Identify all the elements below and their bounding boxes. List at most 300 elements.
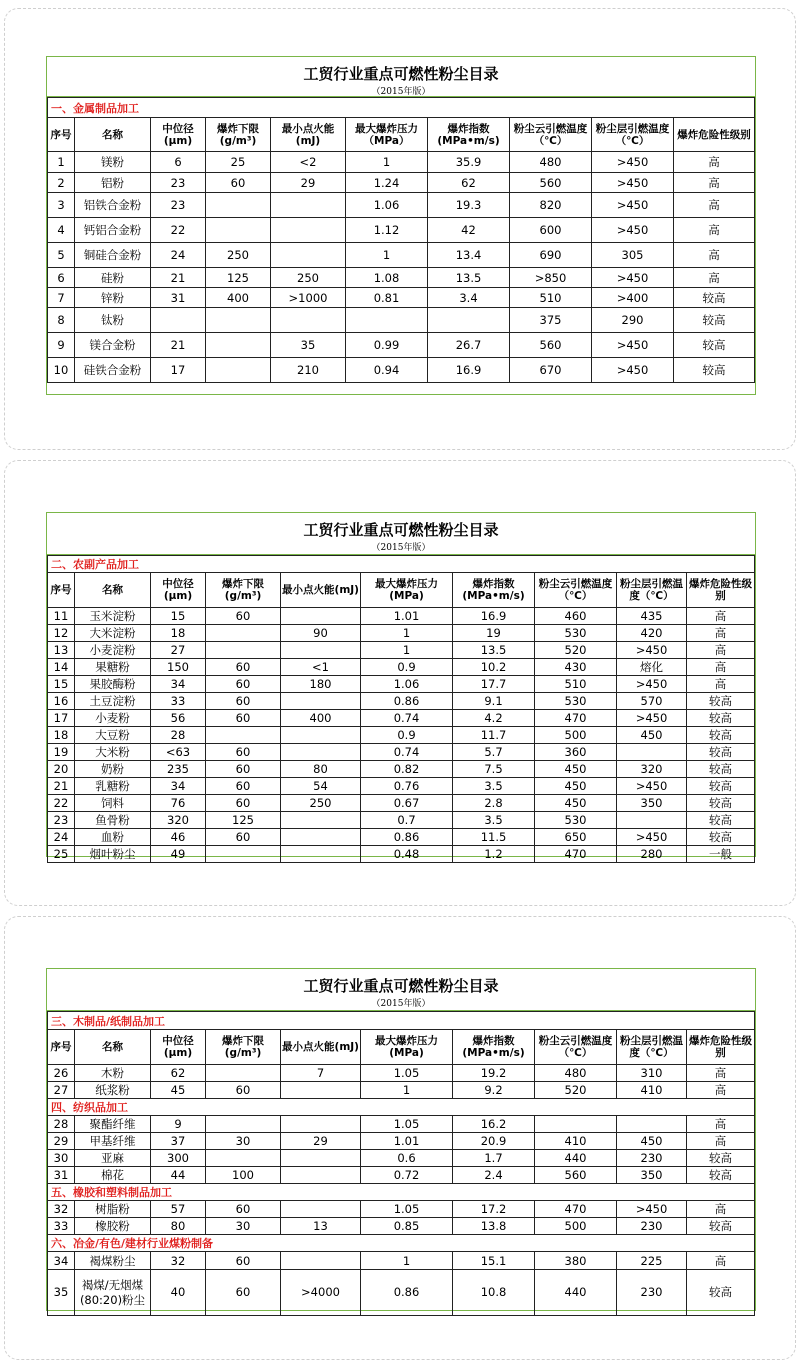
median-diameter-cell [151,308,206,333]
doc-subtitle: （2015年版） [371,999,431,1009]
cloud-ignition-temp-cell: 530 [535,812,617,829]
median-diameter-cell: 300 [151,1150,206,1167]
median-diameter-cell: 150 [151,659,206,676]
max-explosion-pressure-cell: 1.01 [361,1133,453,1150]
section-row [48,1099,755,1116]
cloud-ignition-temp-cell: 480 [535,1065,617,1082]
explosion-index-cell: 26.7 [428,333,510,358]
table-row [48,744,755,761]
min-ignition-energy-cell: 13 [281,1218,361,1235]
max-explosion-pressure-cell: 0.82 [361,761,453,778]
explosion-index-cell: 2.8 [453,795,535,812]
explosion-lower-limit-cell: 60 [206,744,281,761]
hazard-level-cell: 高 [687,659,755,676]
explosion-lower-limit-cell: 60 [206,1270,281,1316]
column-header-min-ignition-energy: 最小点火能(mJ) [281,573,361,608]
explosion-lower-limit-cell: 60 [206,761,281,778]
dust-table-3 [47,1011,755,1316]
row-number-cell: 32 [48,1201,75,1218]
row-number-cell: 9 [48,333,75,358]
max-explosion-pressure-cell: 1 [361,1252,453,1270]
column-header-hazard-level: 爆炸危险性级别 [674,118,755,152]
layer-ignition-temp-cell: 280 [617,846,687,863]
explosion-index-cell: 16.9 [453,608,535,625]
cloud-ignition-temp-cell: 410 [535,1133,617,1150]
explosion-lower-limit-cell: 60 [206,778,281,795]
layer-ignition-temp-cell: >450 [617,676,687,693]
explosion-lower-limit-cell: 60 [206,608,281,625]
explosion-index-cell: 1.7 [453,1150,535,1167]
min-ignition-energy-cell [281,846,361,863]
explosion-lower-limit-cell [206,358,271,383]
min-ignition-energy-cell: 400 [281,710,361,727]
max-explosion-pressure-cell: 1 [361,625,453,642]
min-ignition-energy-cell: 250 [281,795,361,812]
cloud-ignition-temp-cell: 520 [535,1082,617,1099]
hazard-level-cell: 较高 [687,812,755,829]
section-title: 三、木制品/纸制品加工 [48,1012,755,1030]
max-explosion-pressure-cell: 0.76 [361,778,453,795]
column-header-row-number: 序号 [48,573,75,608]
layer-ignition-temp-cell: >400 [592,288,674,308]
hazard-level-cell: 高 [687,642,755,659]
column-header-median-diameter: 中位径(μm) [151,118,206,152]
explosion-index-cell: 1.2 [453,846,535,863]
column-header-row-number: 序号 [48,1030,75,1065]
column-header-min-ignition-energy: 最小点火能(mJ) [271,118,346,152]
layer-ignition-temp-cell: >450 [617,829,687,846]
hazard-level-cell: 高 [687,1065,755,1082]
hazard-level-cell: 高 [687,608,755,625]
hazard-level-cell: 高 [674,243,755,268]
min-ignition-energy-cell: 210 [271,358,346,383]
cloud-ignition-temp-cell: 450 [535,795,617,812]
explosion-lower-limit-cell [206,308,271,333]
explosion-lower-limit-cell: 60 [206,1201,281,1218]
explosion-index-cell: 17.7 [453,676,535,693]
explosion-index-cell: 62 [428,173,510,193]
column-header-hazard-level: 爆炸危险性级别 [687,573,755,608]
table-row [48,1167,755,1184]
layer-ignition-temp-cell: >450 [592,173,674,193]
median-diameter-cell: 62 [151,1065,206,1082]
section-row [48,98,755,118]
row-number-cell: 11 [48,608,75,625]
explosion-index-cell: 4.2 [453,710,535,727]
table-row [48,1065,755,1082]
catalog-header [47,57,755,97]
min-ignition-energy-cell: 250 [271,268,346,288]
max-explosion-pressure-cell: 1.08 [346,268,428,288]
dust-name-cell: 钙铝合金粉 [75,218,151,243]
explosion-lower-limit-cell [206,1150,281,1167]
min-ignition-energy-cell: 80 [281,761,361,778]
layer-ignition-temp-cell: 225 [617,1252,687,1270]
table-row [48,727,755,744]
row-number-cell: 34 [48,1252,75,1270]
dust-name-cell: 小麦淀粉 [75,642,151,659]
hazard-level-cell: 较高 [687,744,755,761]
dust-name-cell: 纸浆粉 [75,1082,151,1099]
dust-name-cell: 大米粉 [75,744,151,761]
column-header-layer-ignition-temp: 粉尘层引燃温度（℃） [617,573,687,608]
cloud-ignition-temp-cell: 360 [535,744,617,761]
table-row [48,642,755,659]
dust-name-cell: 硅粉 [75,268,151,288]
column-header-min-ignition-energy: 最小点火能(mJ) [281,1030,361,1065]
min-ignition-energy-cell [271,243,346,268]
max-explosion-pressure-cell: 0.94 [346,358,428,383]
row-number-cell: 29 [48,1133,75,1150]
dust-name-cell: 褐煤粉尘 [75,1252,151,1270]
table-row [48,1201,755,1218]
median-diameter-cell: 23 [151,173,206,193]
section-title: 六、冶金/有色/建材行业煤粉制备 [48,1235,755,1252]
table-row [48,693,755,710]
column-header-hazard-level: 爆炸危险性级别 [687,1030,755,1065]
median-diameter-cell: 32 [151,1252,206,1270]
row-number-cell: 30 [48,1150,75,1167]
dust-name-cell: 硅铁合金粉 [75,358,151,383]
max-explosion-pressure-cell: 1 [346,243,428,268]
hazard-level-cell: 一般 [687,846,755,863]
section-row [48,556,755,573]
column-header-explosion-lower-limit: 爆炸下限(g/m³) [206,1030,281,1065]
max-explosion-pressure-cell: 1.06 [346,193,428,218]
explosion-index-cell: 11.5 [453,829,535,846]
table-row [48,812,755,829]
hazard-level-cell: 较高 [674,333,755,358]
section-row [48,1184,755,1201]
column-header-max-explosion-pressure: 最大爆炸压力(MPa) [361,1030,453,1065]
explosion-lower-limit-cell [206,727,281,744]
cloud-ignition-temp-cell: 650 [535,829,617,846]
explosion-lower-limit-cell: 30 [206,1218,281,1235]
row-number-cell: 6 [48,268,75,288]
layer-ignition-temp-cell: 290 [592,308,674,333]
dust-name-cell: 亚麻 [75,1150,151,1167]
column-header-layer-ignition-temp: 粉尘层引燃温度（℃） [617,1030,687,1065]
catalog-card-2 [46,512,756,861]
cloud-ignition-temp-cell: 480 [510,152,592,173]
column-header-explosion-lower-limit: 爆炸下限(g/m³) [206,573,281,608]
median-diameter-cell: 22 [151,218,206,243]
row-number-cell: 3 [48,193,75,218]
table-row [48,1252,755,1270]
column-header-median-diameter: 中位径(μm) [151,1030,206,1065]
column-header-max-explosion-pressure: 最大爆炸压力(MPa) [361,573,453,608]
catalog-card-3 [46,968,756,1311]
cloud-ignition-temp-cell: 470 [535,710,617,727]
table-row [48,710,755,727]
explosion-index-cell: 3.4 [428,288,510,308]
explosion-index-cell: 17.2 [453,1201,535,1218]
explosion-index-cell: 35.9 [428,152,510,173]
explosion-index-cell [428,308,510,333]
max-explosion-pressure-cell: 0.74 [361,710,453,727]
max-explosion-pressure-cell: 1 [361,1082,453,1099]
median-diameter-cell: 15 [151,608,206,625]
layer-ignition-temp-cell: >450 [617,642,687,659]
median-diameter-cell: 17 [151,358,206,383]
min-ignition-energy-cell: 7 [281,1065,361,1082]
max-explosion-pressure-cell: 0.7 [361,812,453,829]
dust-name-cell: 玉米淀粉 [75,608,151,625]
median-diameter-cell: 46 [151,829,206,846]
max-explosion-pressure-cell: 0.9 [361,659,453,676]
median-diameter-cell: 56 [151,710,206,727]
dust-table-2 [47,555,755,863]
explosion-index-cell: 10.8 [453,1270,535,1316]
explosion-index-cell: 16.2 [453,1116,535,1133]
doc-title: 工贸行业重点可燃性粉尘目录 [303,977,499,995]
median-diameter-cell: 9 [151,1116,206,1133]
layer-ignition-temp-cell [617,812,687,829]
doc-title: 工贸行业重点可燃性粉尘目录 [303,65,499,83]
layer-ignition-temp-cell [617,744,687,761]
hazard-level-cell: 高 [687,1133,755,1150]
row-number-cell: 25 [48,846,75,863]
hazard-level-cell: 高 [674,268,755,288]
hazard-level-cell: 较高 [687,727,755,744]
explosion-lower-limit-cell [206,333,271,358]
median-diameter-cell: 37 [151,1133,206,1150]
explosion-lower-limit-cell: 60 [206,173,271,193]
dust-name-cell: 果胶酶粉 [75,676,151,693]
section-title: 二、农副产品加工 [48,556,755,573]
max-explosion-pressure-cell: 0.72 [361,1167,453,1184]
cloud-ignition-temp-cell: 510 [535,676,617,693]
row-number-cell: 31 [48,1167,75,1184]
max-explosion-pressure-cell: 0.67 [361,795,453,812]
row-number-cell: 13 [48,642,75,659]
cloud-ignition-temp-cell: 500 [535,727,617,744]
min-ignition-energy-cell [271,193,346,218]
cloud-ignition-temp-cell: 520 [535,642,617,659]
explosion-index-cell: 15.1 [453,1252,535,1270]
hazard-level-cell: 高 [687,1082,755,1099]
layer-ignition-temp-cell: 310 [617,1065,687,1082]
layer-ignition-temp-cell: 435 [617,608,687,625]
dust-table-1 [47,97,755,383]
median-diameter-cell: 24 [151,243,206,268]
row-number-cell: 26 [48,1065,75,1082]
max-explosion-pressure-cell: 1.05 [361,1201,453,1218]
max-explosion-pressure-cell: 1.05 [361,1065,453,1082]
layer-ignition-temp-cell [617,1116,687,1133]
cloud-ignition-temp-cell: 450 [535,761,617,778]
layer-ignition-temp-cell: 305 [592,243,674,268]
table-row [48,1133,755,1150]
explosion-index-cell: 3.5 [453,812,535,829]
dust-name-cell: 橡胶粉 [75,1218,151,1235]
cloud-ignition-temp-cell: >850 [510,268,592,288]
column-header-cloud-ignition-temp: 粉尘云引燃温度（℃） [510,118,592,152]
column-header-explosion-index: 爆炸指数(MPa•m/s) [453,573,535,608]
layer-ignition-temp-cell: >450 [617,778,687,795]
dust-name-cell: 鱼骨粉 [75,812,151,829]
explosion-lower-limit-cell: 100 [206,1167,281,1184]
explosion-index-cell: 13.4 [428,243,510,268]
dust-name-cell: 铜硅合金粉 [75,243,151,268]
cloud-ignition-temp-cell: 600 [510,218,592,243]
table-row [48,829,755,846]
median-diameter-cell: 76 [151,795,206,812]
table-row [48,288,755,308]
explosion-index-cell: 13.5 [428,268,510,288]
layer-ignition-temp-cell: 350 [617,795,687,812]
median-diameter-cell: 44 [151,1167,206,1184]
explosion-lower-limit-cell: 60 [206,693,281,710]
row-number-cell: 4 [48,218,75,243]
row-number-cell: 20 [48,761,75,778]
hazard-level-cell: 高 [687,1116,755,1133]
dust-name-cell: 镁合金粉 [75,333,151,358]
row-number-cell: 2 [48,173,75,193]
hazard-level-cell: 较高 [674,288,755,308]
hazard-level-cell: 高 [674,193,755,218]
median-diameter-cell: 40 [151,1270,206,1316]
column-header-explosion-lower-limit: 爆炸下限(g/m³) [206,118,271,152]
median-diameter-cell: 6 [151,152,206,173]
explosion-lower-limit-cell: 60 [206,710,281,727]
median-diameter-cell: 34 [151,676,206,693]
section-row [48,1012,755,1030]
row-number-cell: 24 [48,829,75,846]
median-diameter-cell: 18 [151,625,206,642]
catalog-header [47,969,755,1011]
median-diameter-cell: 27 [151,642,206,659]
row-number-cell: 12 [48,625,75,642]
section-title: 五、橡胶和塑料制品加工 [48,1184,755,1201]
median-diameter-cell: 320 [151,812,206,829]
table-row [48,1116,755,1133]
doc-title: 工贸行业重点可燃性粉尘目录 [303,521,499,539]
explosion-index-cell: 5.7 [453,744,535,761]
hazard-level-cell: 高 [687,676,755,693]
max-explosion-pressure-cell: 0.9 [361,727,453,744]
explosion-index-cell: 19 [453,625,535,642]
explosion-index-cell: 20.9 [453,1133,535,1150]
dust-name-cell: 烟叶粉尘 [75,846,151,863]
dust-name-cell: 大米淀粉 [75,625,151,642]
layer-ignition-temp-cell: >450 [617,1201,687,1218]
column-header-layer-ignition-temp: 粉尘层引燃温度（℃） [592,118,674,152]
min-ignition-energy-cell: 29 [271,173,346,193]
cloud-ignition-temp-cell: 670 [510,358,592,383]
median-diameter-cell: 23 [151,193,206,218]
table-row [48,1218,755,1235]
median-diameter-cell: 49 [151,846,206,863]
explosion-lower-limit-cell: 30 [206,1133,281,1150]
min-ignition-energy-cell [281,1116,361,1133]
explosion-lower-limit-cell: 250 [206,243,271,268]
row-number-cell: 8 [48,308,75,333]
hazard-level-cell: 较高 [687,829,755,846]
explosion-lower-limit-cell [206,193,271,218]
explosion-index-cell: 11.7 [453,727,535,744]
explosion-lower-limit-cell: 60 [206,1252,281,1270]
min-ignition-energy-cell [281,1167,361,1184]
explosion-index-cell: 3.5 [453,778,535,795]
max-explosion-pressure-cell: 1.24 [346,173,428,193]
cloud-ignition-temp-cell: 430 [535,659,617,676]
cloud-ignition-temp-cell: 375 [510,308,592,333]
min-ignition-energy-cell [281,1150,361,1167]
column-header-row-number: 序号 [48,118,75,152]
max-explosion-pressure-cell: 1 [346,152,428,173]
cloud-ignition-temp-cell: 820 [510,193,592,218]
dust-name-cell: 棉花 [75,1167,151,1184]
section-title: 一、金属制品加工 [48,98,755,118]
min-ignition-energy-cell: 29 [281,1133,361,1150]
dust-name-cell: 褐煤/无烟煤(80:20)粉尘 [75,1270,151,1316]
explosion-index-cell: 9.1 [453,693,535,710]
table-row [48,358,755,383]
median-diameter-cell: 31 [151,288,206,308]
layer-ignition-temp-cell: >450 [592,268,674,288]
explosion-lower-limit-cell [206,625,281,642]
doc-subtitle: （2015年版） [371,543,431,553]
median-diameter-cell: 34 [151,778,206,795]
cloud-ignition-temp-cell: 440 [535,1270,617,1316]
row-number-cell: 23 [48,812,75,829]
max-explosion-pressure-cell: 1.06 [361,676,453,693]
hazard-level-cell: 高 [674,173,755,193]
min-ignition-energy-cell: >1000 [271,288,346,308]
table-row [48,659,755,676]
table-row [48,778,755,795]
median-diameter-cell: <63 [151,744,206,761]
min-ignition-energy-cell [281,812,361,829]
table-row [48,173,755,193]
dust-name-cell: 土豆淀粉 [75,693,151,710]
max-explosion-pressure-cell: 0.86 [361,1270,453,1316]
layer-ignition-temp-cell: 230 [617,1150,687,1167]
hazard-level-cell: 较高 [687,1270,755,1316]
dust-name-cell: 锌粉 [75,288,151,308]
hazard-level-cell: 较高 [674,358,755,383]
dust-name-cell: 铝粉 [75,173,151,193]
min-ignition-energy-cell [281,727,361,744]
max-explosion-pressure-cell: 0.6 [361,1150,453,1167]
table-row [48,795,755,812]
row-number-cell: 18 [48,727,75,744]
cloud-ignition-temp-cell: 500 [535,1218,617,1235]
table-row [48,608,755,625]
min-ignition-energy-cell: >4000 [281,1270,361,1316]
layer-ignition-temp-cell: 450 [617,1133,687,1150]
layer-ignition-temp-cell: >450 [617,710,687,727]
dust-name-cell: 聚酯纤维 [75,1116,151,1133]
max-explosion-pressure-cell: 1.01 [361,608,453,625]
min-ignition-energy-cell [281,608,361,625]
cloud-ignition-temp-cell: 690 [510,243,592,268]
hazard-level-cell: 较高 [687,778,755,795]
dust-name-cell: 铝铁合金粉 [75,193,151,218]
layer-ignition-temp-cell: 230 [617,1270,687,1316]
max-explosion-pressure-cell [346,308,428,333]
max-explosion-pressure-cell: 1.12 [346,218,428,243]
dust-name-cell: 果糖粉 [75,659,151,676]
dust-name-cell: 奶粉 [75,761,151,778]
max-explosion-pressure-cell: 1.05 [361,1116,453,1133]
row-number-cell: 22 [48,795,75,812]
header-row [48,118,755,152]
cloud-ignition-temp-cell: 560 [535,1167,617,1184]
column-header-dust-name: 名称 [75,1030,151,1065]
min-ignition-energy-cell [281,693,361,710]
